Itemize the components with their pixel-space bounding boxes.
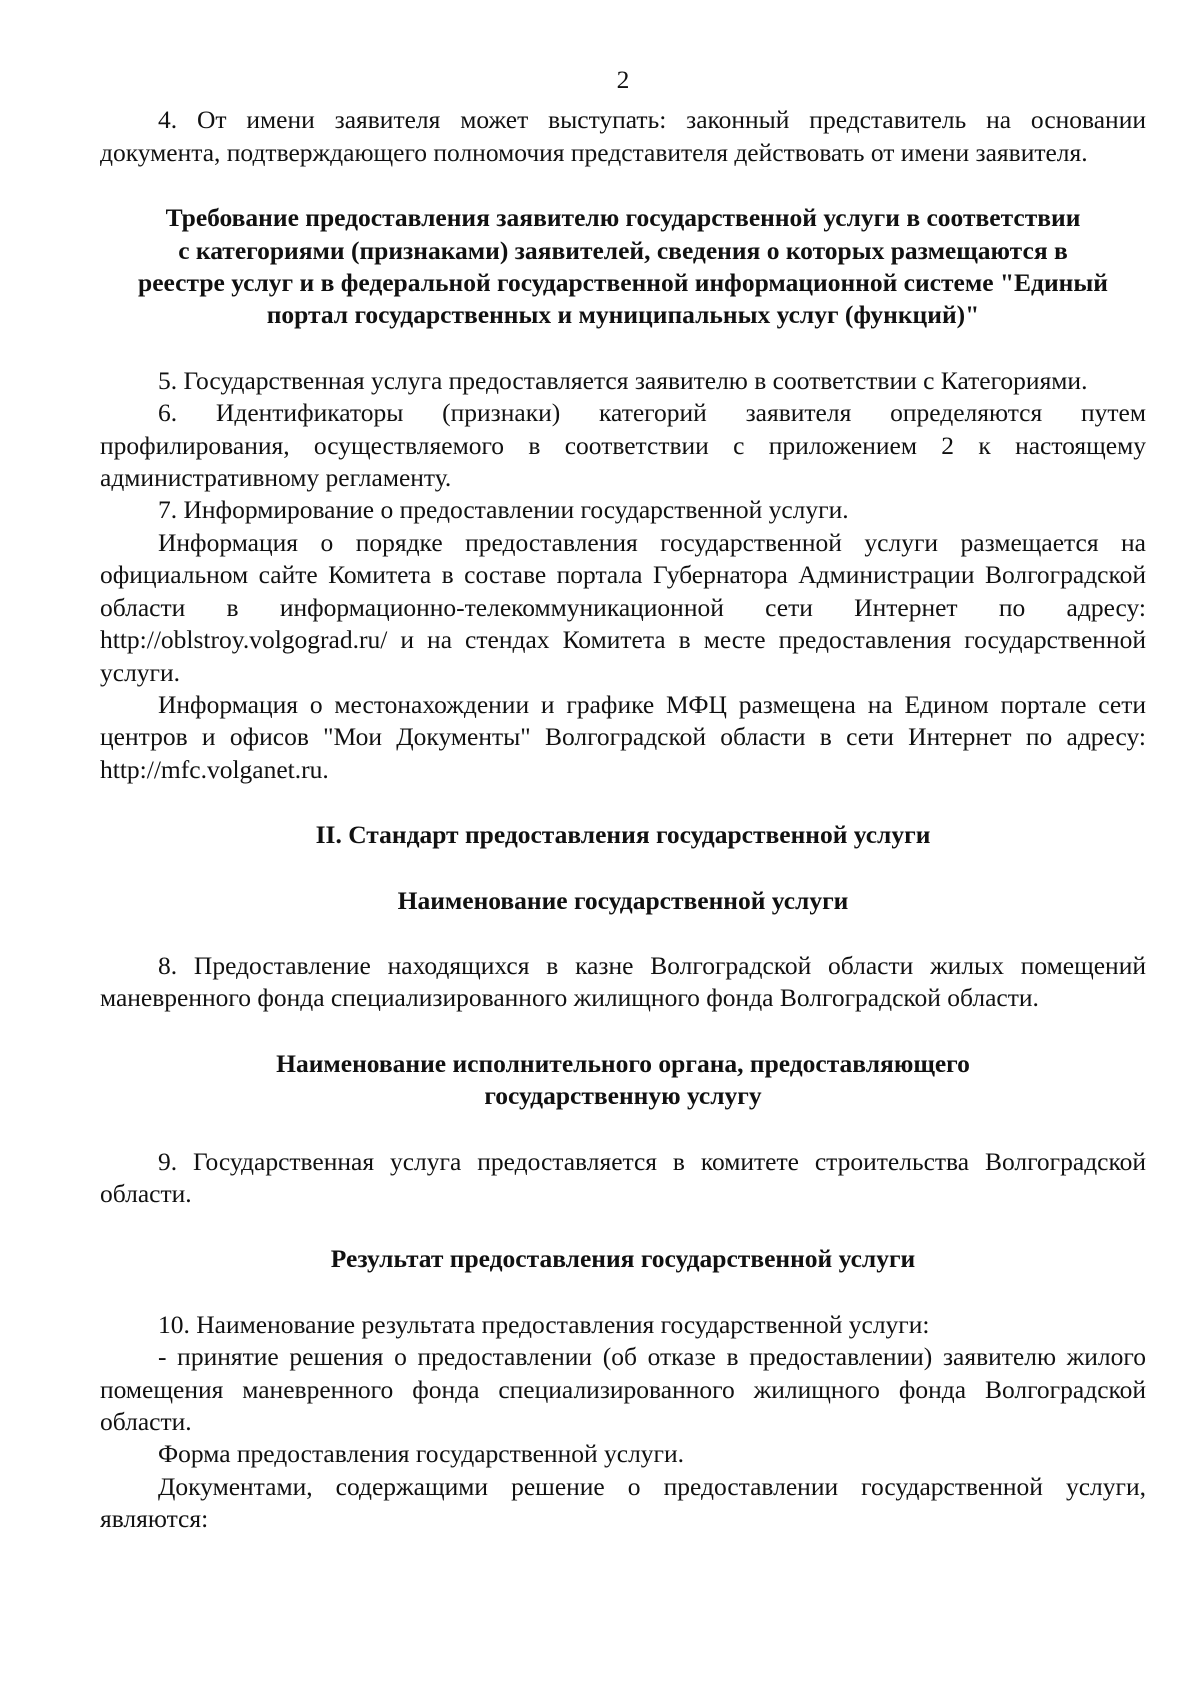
- paragraph-5: 5. Государственная услуга предоставляется заявителю в соответствии с Категориями.: [158, 365, 1088, 395]
- heading-result: Результат предоставления государственной услуги: [330, 1244, 916, 1274]
- heading-executive-organ-line: государственную услугу: [484, 1081, 762, 1111]
- paragraph-7: 7. Информирование о предоставлении государственной услуги.: [158, 495, 849, 525]
- heading-requirement: [100, 202, 1146, 332]
- heading-requirement-line: с категориями (признаками) заявителей, сведения о которых размещаются в: [178, 235, 1068, 265]
- page-number: 2: [616, 65, 630, 94]
- paragraph-9: 9. Государственная услуга предоставляется в комитете строительства Волгоградской области.: [100, 1146, 1146, 1208]
- paragraph-10-documents: Документами, содержащими решение о предоставлении государственной услуги, являются:: [100, 1471, 1146, 1534]
- heading-requirement-line: Требование предоставления заявителю государственной услуги в соответствии: [165, 203, 1081, 233]
- paragraph-10-form: Форма предоставления государственной услуги.: [158, 1439, 685, 1469]
- heading-executive-organ-line: Наименование исполнительного органа, предоставляющего: [276, 1048, 970, 1078]
- paragraph-6: 6. Идентификаторы (признаки) категорий заявителя определяются путем профилирования, осуществляемого в соответствии с приложением 2 к настоящему административному регламенту.: [100, 398, 1146, 493]
- paragraph-10: 10. Наименование результата предоставления государственной услуги:: [158, 1309, 930, 1339]
- paragraph-4: 4. От имени заявителя может выступать: законный представитель на основании документа, подтверждающего полномочия представителя действовать от имени заявителя.: [100, 105, 1146, 167]
- document-page: [100, 64, 1146, 1536]
- paragraph-10-item: - принятие решения о предоставлении (об отказе в предоставлении) заявителю жилого помещения маневренного фонда специализированного жилищного фонда Волгоградской области.: [100, 1342, 1146, 1436]
- heading-executive-organ: [100, 1048, 1146, 1113]
- heading-requirement-line: портал государственных и муниципальных услуг (функций)": [266, 300, 980, 330]
- paragraph-7-info-mfc: Информация о местонахождении и графике МФЦ размещена на Едином портале сети центров и офисов "Мои Документы" Волгоградской области в сети Интернет по адресу: http://mfc.volganet.ru.: [100, 689, 1146, 784]
- paragraph-7-info-site: Информация о порядке предоставления государственной услуги размещается на официальном сайте Комитета в составе портала Губернатора Администрации Волгоградской области в информационно-телекоммуникационной сети Интернет по адресу: http://oblstroy.volgograd.ru/ и на стендах Комитета в месте предоставления государственной услуги.: [100, 527, 1146, 687]
- heading-requirement-line: реестре услуг и в федеральной государственной информационной системе "Единый: [138, 268, 1108, 298]
- section-2-title: II. Стандарт предоставления государственной услуги: [315, 820, 931, 850]
- heading-service-name: Наименование государственной услуги: [397, 885, 849, 915]
- paragraph-8: 8. Предоставление находящихся в казне Волгоградской области жилых помещений маневренного фонда специализированного жилищного фонда Волгоградской области.: [100, 950, 1146, 1013]
